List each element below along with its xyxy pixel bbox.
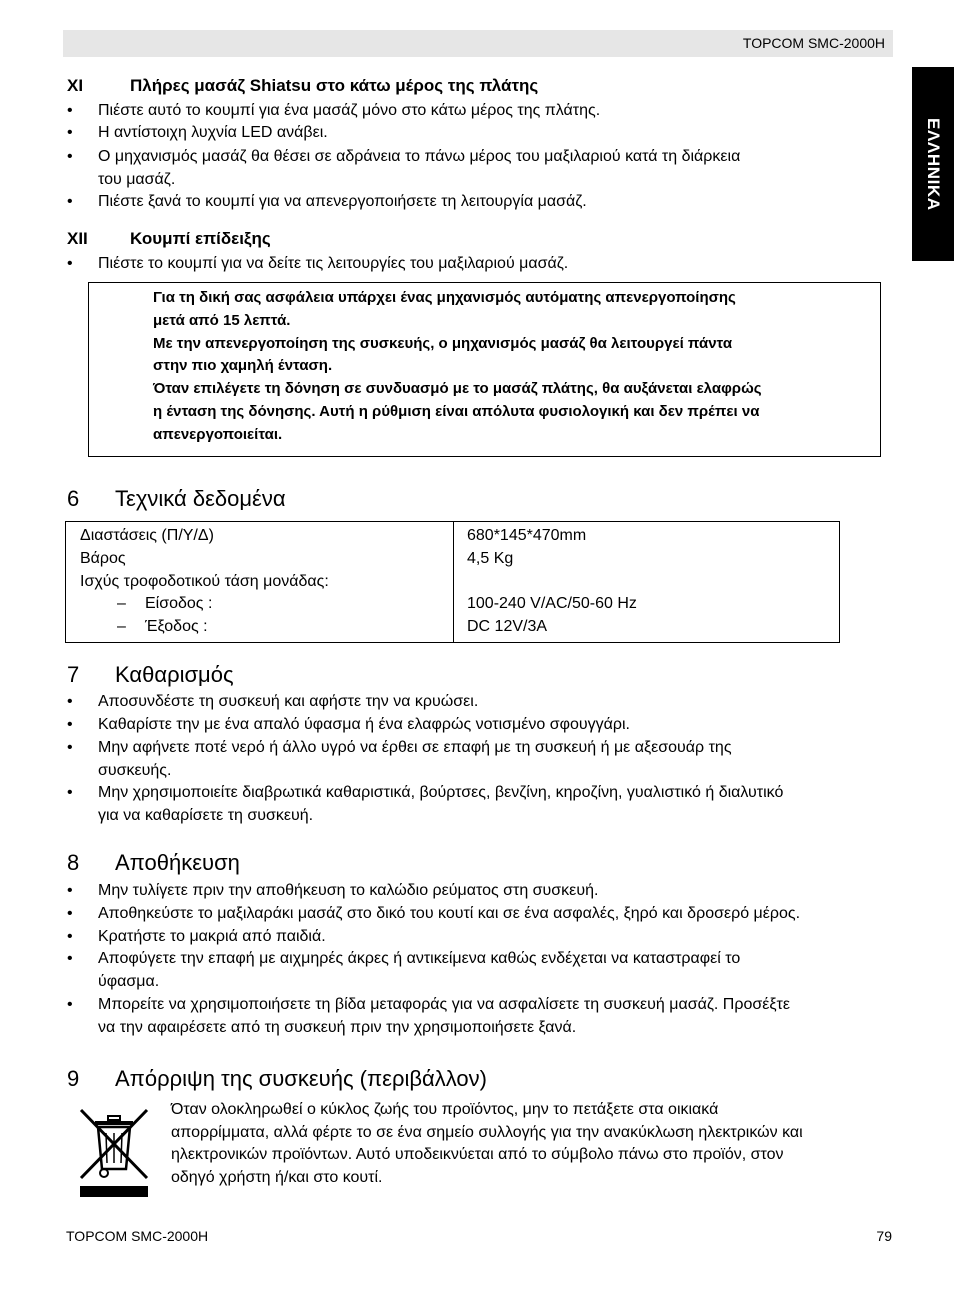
list-item (67, 191, 587, 214)
spec-label: Ισχύς τροφοδοτικού τάση μονάδας: (80, 572, 329, 590)
disposal-line: οδηγό χρήστη ή/και στο κουτί. (171, 1169, 383, 1187)
list-item-text: για να καθαρίσετε τη συσκευή. (98, 806, 314, 824)
spec-value: 680*145*470mm (467, 527, 587, 544)
weee-crossed-bin-icon (79, 1107, 149, 1199)
notice-line: Με την απενεργοποίηση της συσκευής, ο μηχανισμός μασάζ θα λειτουργεί πάντα (153, 334, 733, 352)
list-item (67, 714, 630, 737)
spec-labels-column (80, 525, 329, 639)
disposal-line: Όταν ολοκληρωθεί ο κύκλος ζωής του προϊόντος, μην το πετάξετε στα οικιακά (171, 1101, 719, 1118)
list-item (67, 737, 732, 782)
safety-notice-text (153, 287, 762, 447)
list-item-text: • Αποσυνδέστε τη συσκευή και αφήστε την να κρυώσει. (98, 693, 479, 710)
section-xi-number: XI (67, 76, 84, 95)
list-item-text: • Κρατήστε το μακριά από παιδιά. (98, 928, 326, 945)
spec-value: 100-240 V/AC/50-60 Hz (467, 595, 637, 613)
section-9-number: 9 (67, 1066, 80, 1091)
list-item-text: • Πιέστε το κουμπί για να δείτε τις λειτουργίες του μαξιλαριού μασάζ. (98, 255, 569, 272)
list-item (67, 146, 740, 191)
section-xii-number: XII (67, 229, 88, 248)
page-number: 79 (876, 1228, 892, 1244)
list-item-text: • Μην τυλίγετε πριν την αποθήκευση το καλώδιο ρεύματος στη συσκευή. (98, 882, 599, 899)
list-item (67, 994, 790, 1039)
notice-line: η ένταση της δόνησης. Αυτή η ρύθμιση είναι απόλυτα φυσιολογική και δεν πρέπει να (153, 402, 760, 420)
list-item (67, 948, 740, 993)
list-item-text: ύφασμα. (98, 972, 160, 990)
column-divider (453, 522, 454, 642)
section-xi-title: Πλήρες μασάζ Shiatsu στο κάτω μέρος της πλάτης (130, 76, 539, 95)
list-item (67, 253, 568, 276)
list-item (67, 100, 600, 123)
notice-line: στην πιο χαμηλή ένταση. (153, 357, 333, 375)
list-item (67, 880, 598, 903)
section-6-number: 6 (67, 486, 80, 511)
list-item-text: • Καθαρίστε την με ένα απαλό ύφασμα ή ένα ελαφρώς νοτισμένο σφουγγάρι. (98, 716, 630, 733)
section-7-title: Καθαρισμός (115, 662, 234, 687)
list-item-text: • Ο μηχανισμός μασάζ θα θέσει σε αδράνεια το πάνω μέρος του μαξιλαριού κατά τη διάρκεια (98, 148, 741, 165)
section-8-number: 8 (67, 850, 80, 875)
spec-sub-label: – Έξοδος : (80, 616, 329, 639)
spec-label: Βάρος (80, 549, 126, 567)
header-title: TOPCOM SMC-2000H (742, 35, 885, 51)
spec-label: Διαστάσεις (Π/Υ/Δ) (80, 527, 214, 544)
section-9-title: Απόρριψη της συσκευής (περιβάλλον) (115, 1066, 487, 1091)
notice-line: απενεργοποιείται. (153, 425, 283, 443)
spec-table (65, 521, 840, 643)
language-tab-label: ΕΛΛΗΝΙΚΑ (924, 117, 943, 211)
list-item (67, 122, 328, 145)
list-item-text: • Μην χρησιμοποιείτε διαβρωτικά καθαριστικά, βούρτσες, βενζίνη, κηροζίνη, γυαλιστικό ή διαλυτικό (98, 784, 784, 801)
notice-line: Για τη δική σας ασφάλεια υπάρχει ένας μηχανισμός αυτόματης απενεργοποίησης (153, 289, 736, 306)
spec-sub-label: – Είσοδος : (80, 593, 329, 616)
disposal-line: ηλεκτρονικών προϊόντων. Αυτό υποδεικνύεται από το σύμβολο πάνω στο προϊόν, στον (171, 1146, 784, 1164)
section-7-number: 7 (67, 662, 80, 687)
list-item-text: • Μην αφήνετε ποτέ νερό ή άλλο υγρό να έρθει σε επαφή με τη συσκευή ή με αξεσουάρ της (98, 739, 732, 756)
notice-line: μετά από 15 λεπτά. (153, 311, 291, 329)
spec-value-empty (467, 571, 637, 594)
list-item-text: • Πιέστε ξανά το κουμπί για να απενεργοποιήσετε τη λειτουργία μασάζ. (98, 193, 587, 210)
section-8-title: Αποθήκευση (115, 850, 240, 875)
list-item (67, 926, 326, 949)
list-item (67, 691, 478, 714)
list-item-text: • Αποθηκεύστε το μαξιλαράκι μασάζ στο δικό του κουτί και σε ένα ασφαλές, ξηρό και δροσερό μέρος. (98, 905, 801, 922)
list-item-text: • Η αντίστοιχη λυχνία LED ανάβει. (98, 124, 328, 141)
list-item-text: συσκευής. (98, 761, 172, 779)
spec-value: DC 12V/3A (467, 618, 548, 635)
notice-line: Όταν επιλέγετε τη δόνηση σε συνδυασμό με το μασάζ πλάτης, θα αυξάνεται ελαφρώς (153, 380, 762, 398)
spec-values-column (467, 525, 637, 639)
section-6-title: Τεχνικά δεδομένα (115, 486, 286, 511)
section-xii-title: Κουμπί επίδειξης (130, 229, 271, 248)
list-item (67, 782, 783, 827)
language-tab (912, 67, 954, 261)
header-bar (63, 30, 893, 57)
list-item-text: • Πιέστε αυτό το κουμπί για ένα μασάζ μόνο στο κάτω μέρος της πλάτης. (98, 102, 601, 119)
list-item-text: να την αφαιρέσετε από τη συσκευή πριν την χρησιμοποιήσετε ξανά. (98, 1018, 577, 1036)
list-item-text: • Μπορείτε να χρησιμοποιήσετε τη βίδα μεταφοράς για να ασφαλίσετε τη συσκευή μασάζ. Προσέξτε (98, 996, 790, 1013)
safety-notice-box (88, 282, 881, 457)
list-item-text: του μασάζ. (98, 170, 176, 188)
footer-title: TOPCOM SMC-2000H (66, 1228, 209, 1244)
disposal-line: απορρίμματα, αλλά φέρτε το σε ένα σημείο συλλογής για την ανακύκλωση ηλεκτρικών και (171, 1123, 803, 1141)
disposal-text (171, 1099, 803, 1190)
list-item (67, 903, 800, 926)
spec-value: 4,5 Kg (467, 549, 514, 567)
list-item-text: • Αποφύγετε την επαφή με αιχμηρές άκρες ή αντικείμενα καθώς ενδέχεται να καταστραφεί το (98, 950, 741, 967)
